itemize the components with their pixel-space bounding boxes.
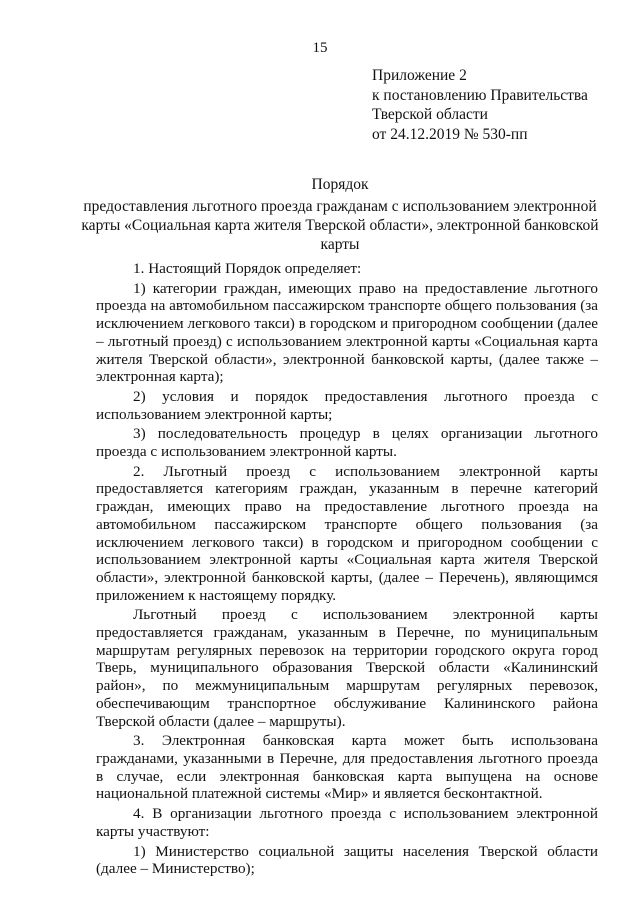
- document-subtitle: предоставления льготного проезда гражданам с использованием электронной карты «Социальная карта жителя Тверской области», электронной банковской карты: [81, 198, 599, 253]
- document-body: [96, 260, 598, 880]
- appendix-line-1: Приложение 2: [372, 67, 467, 84]
- document-title-block: [80, 175, 600, 254]
- appendix-line-2: к постановлению Правительства: [372, 86, 588, 104]
- paragraph-4-item-1: 1) Министерство социальной защиты населения Тверской области (далее – Министерство);: [96, 842, 598, 878]
- appendix-line-3: Тверской области: [372, 106, 488, 123]
- paragraph-1: 1. Настоящий Порядок определяет:: [133, 260, 362, 277]
- paragraph-2: 2. Льготный проезд с использованием электронной карты предоставляется категориям граждан, указанным в перечне категорий граждан, имеющих право на предоставление льготного проезда на автомобильном пассажирском транспорте общего пользования (за исключением легкового такси) в городском и пригородном сообщении с использованием электронной карты «Социальная карта жителя Тверской области», электронной банковской карты, (далее – Перечень), являющимся приложением к настоящему порядку.: [96, 462, 598, 604]
- appendix-header: [372, 66, 622, 144]
- appendix-line-4: от 24.12.2019 № 530-пп: [372, 125, 528, 143]
- paragraph-1-item-3: 3) последовательность процедур в целях организации льготного проезда с использованием электронной карты.: [96, 425, 598, 461]
- paragraph-1-item-1: 1) категории граждан, имеющих право на предоставление льготного проезда на автомобильном пассажирском транспорте общего пользования (за исключением легкового такси) в городском и пригородном сообщении (далее – льготный проезд) с использованием электронной карты «Социальная карта жителя Тверской области», электронной банковской карты, (далее также – электронная карта);: [96, 279, 598, 386]
- paragraph-4: 4. В организации льготного проезда с использованием электронной карты участвуют:: [96, 805, 598, 840]
- paragraph-1-item-2: 2) условия и порядок предоставления льготного проезда с использованием электронной карты;: [96, 387, 598, 423]
- paragraph-3: 3. Электронная банковская карта может быть использована гражданами, указанными в Перечне, для предоставления льготного проезда в случае, если электронная банковская карта выпущена на основе национальной платежной системы «Мир» и является бесконтактной.: [96, 732, 598, 803]
- paragraph-2-continued: Льготный проезд с использованием электронной карты предоставляется гражданам, указанным в Перечне, по муниципальным маршрутам регулярных перевозок на территории городского округа город Тверь, муниципального образования Тверской области «Калининский район», по межмуниципальным маршрутам регулярных перевозок, обеспечивающим транспортное обслуживание Калининского района Тверской области (далее – маршруты).: [96, 606, 598, 730]
- page-number: 15: [312, 40, 328, 56]
- document-title: Порядок: [311, 176, 369, 193]
